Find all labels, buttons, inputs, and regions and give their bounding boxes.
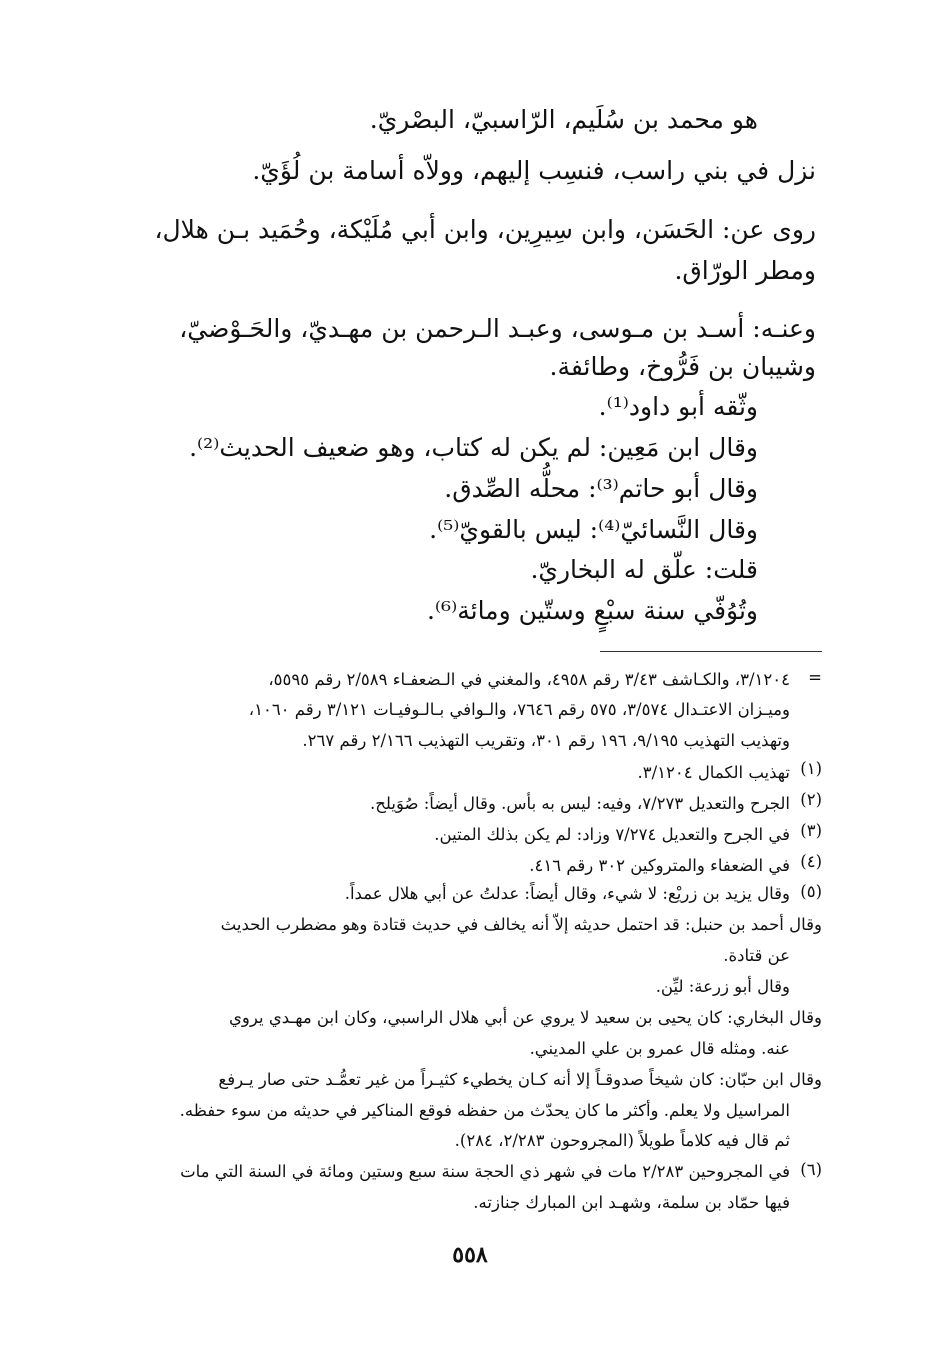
footnote-1-number: (١) [800,759,822,778]
footnote-5-number: (٥) [800,882,822,901]
footnote-5-line5: وقال البخاري: كان يحيى بن سعيد لا يروي عن أبي هلال الراسبي، وكان ابن مهـدي يروي [229,1008,822,1027]
footnote-continuation-line3: وتهذيب التهذيب ٩/١٩٥، ١٩٦ رقم ٣٠١، وتقريب التهذيب ٢/١٦٦ رقم ٢٦٧. [302,731,790,750]
footnote-5-line9: ثم قال فيه كلاماً طويلاً (المجروحون ٢/٢٨٣، ٢٨٤). [454,1131,790,1150]
footnote-4-number: (٤) [800,852,822,871]
footnote-5-line6: عنه. ومثله قال عمرو بن علي المديني. [529,1039,790,1058]
footnote-separator [600,651,822,652]
paragraph-residence: نزل في بني راسب، فنسِب إليهم، وولاّه أسامة بن لُؤَيّ. [252,156,816,185]
footnote-6-line2: فيها حمّاد بن سلمة، وشهـد ابن المبارك جنازته. [473,1193,790,1212]
paragraph-students-line1: وعنـه: أسـد بن مـوسى، وعبـد الـرحمن بن مهـديّ، والحَـوْضيّ، [179,314,816,343]
footnote-5-line1: وقال يزيد بن زريْع: لا شيء، وقال أيضاً: عدلتُ عن أبي هلال عمداً. [344,884,790,903]
footnote-5-line7: وقال ابن حبّان: كان شيخاً صدوقـاً إلا أنه كـان يخطيء كثيـراً من غير تعمُّـد حتى صار يـرفع [218,1070,822,1089]
paragraph-narrated-from-line1: روى عن: الحَسَن، وابن سِيرِين، وابن أبي مُلَيْكة، وحُمَيد بـن هلال، [154,215,816,244]
footnote-4-text: في الضعفاء والمتروكين ٣٠٢ رقم ٤١٦. [529,856,790,875]
paragraph-ibn-main: وقال ابن مَعِين: لم يكن له كتاب، وهو ضعيف الحديث⁽²⁾. [189,433,758,462]
footnote-3-text: في الجرح والتعديل ٧/٢٧٤ وزاد: لم يكن بذلك المتين. [434,825,790,844]
paragraph-narrated-from-line2: ومطر الورّاق. [674,256,816,285]
footnote-3-number: (٣) [800,821,822,840]
footnote-1-text: تهذيب الكمال ٣/١٢٠٤. [637,763,790,782]
footnote-continuation-marker: = [808,668,822,687]
paragraph-death: وتُوُفّي سنة سبْعٍ وستّين ومائة⁽⁶⁾. [426,596,758,625]
footnote-5-line2: وقال أحمد بن حنبل: قد احتمل حديثه إلاّ أنه يخالف في حديث قتادة وهو مضطرب الحديث [220,915,822,934]
footnote-continuation-line2: وميـزان الاعتـدال ٣/٥٧٤، ٥٧٥ رقم ٧٦٤٦، والـوافي بـالـوفيـات ٣/١٢١ رقم ١٠٦٠، [248,700,790,719]
page-number: ٥٥٨ [452,1242,488,1268]
footnote-5-line3: عن قتادة. [723,946,790,965]
footnote-6-line1: في المجروحين ٢/٢٨٣ مات في شهر ذي الحجة سنة سبع وستين ومائة في السنة التي مات [180,1162,790,1181]
footnote-5-line4: وقال أبو زرعة: ليِّن. [655,977,790,996]
footnote-2-number: (٢) [800,790,822,809]
paragraph-students-line2: وشيبان بن فَرُّوخ، وطائفة. [549,352,816,381]
paragraph-abu-dawud: وثّقه أبو داود⁽¹⁾. [598,392,758,421]
footnote-6-number: (٦) [800,1160,822,1179]
footnote-continuation-line1: ٣/١٢٠٤، والكـاشف ٣/٤٣ رقم ٤٩٥٨، والمغني في الـضعفـاء ٢/٥٨٩ رقم ٥٥٩٥، [268,670,790,689]
paragraph-nasai: وقال النَّسائيّ⁽⁴⁾: ليس بالقويّ⁽⁵⁾. [429,515,758,544]
paragraph-name: هو محمد بن سُلَيم، الرّاسبيّ، البصْريّ. [369,105,758,134]
paragraph-abu-hatim: وقال أبو حاتم⁽³⁾: محلُّه الصِّدق. [444,474,758,503]
footnote-5-line8: المراسيل ولا يعلم. وأكثر ما كان يحدّث من حفظه فوقع المناكير في حديثه من سوء حفظه. [179,1101,790,1120]
paragraph-bukhari: قلت: علّق له البخاريّ. [530,555,758,584]
footnote-2-text: الجرح والتعديل ٧/٢٧٣، وفيه: ليس به بأس. وقال أيضاً: صُوَيلح. [370,794,790,813]
